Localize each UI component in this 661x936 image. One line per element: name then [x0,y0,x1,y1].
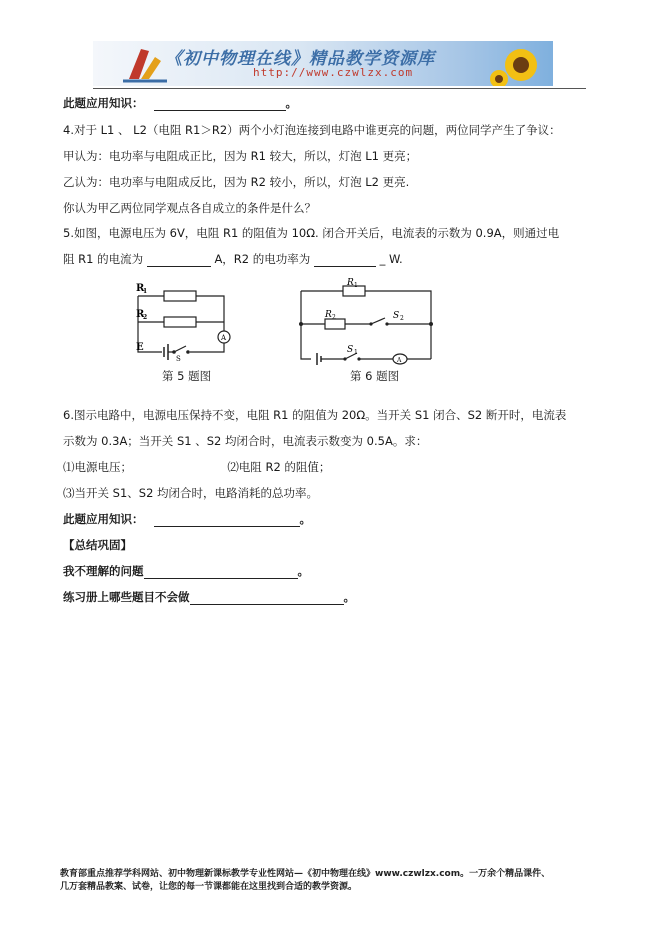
header-banner [93,41,553,86]
label-s1-sub: 1 [354,349,358,356]
label-s2-sub: 2 [400,315,404,322]
footer-line-2: 几万套精品教案、试卷，让您的每一节课都能在这里找到合适的教学资源。 [60,882,358,892]
q5-text-c: _ W. [379,252,403,266]
period: 。 [299,512,312,526]
workbook-label: 练习册上哪些题目不会做 [63,590,190,604]
label-r2-sub: 2 [143,314,148,321]
label-r2-sub: 2 [332,314,336,321]
q4-line-1: 4.对于 L1 、 L2（电阻 R1＞R2）两个小灯泡连接到电路中谁更亮的问题，两位同学产生了争议： [63,123,561,137]
label-battery: E [136,342,144,353]
sunflower-icon [489,41,549,86]
not-understood-label: 我不理解的问题 [63,564,144,578]
q4-line-3: 乙认为：电功率与电阻成反比，因为 R2 较小，所以，灯泡 L2 更亮. [63,175,410,189]
label-ammeter: A [397,357,402,364]
q6-item-1: ⑴电源电压； [63,460,132,474]
label-r1-sub: 1 [354,282,358,289]
q5-text-b: A，R2 的电功率为 [214,252,311,266]
answer-blank[interactable] [314,254,376,267]
header-rule [93,88,586,89]
answer-blank[interactable] [154,514,300,527]
banner-title: 《初中物理在线》精品教学资源库 [165,49,435,69]
resistor-r2 [164,317,196,327]
figure-5-circuit [128,280,240,362]
workbook-line [63,589,355,605]
q4-line-4: 你认为甲乙两位同学观点各自成立的条件是什么？ [63,201,316,215]
figure-6-caption: 第 6 题图 [350,369,400,383]
label-r1: R [347,278,354,288]
label-s2: S [393,311,400,321]
label-ammeter: A [221,334,227,342]
summary-heading: 【总结巩固】 [63,538,132,552]
answer-blank[interactable] [154,98,286,111]
q6-item-2: ⑵电阻 R2 的阻值； [227,460,331,474]
figure-6-circuit [295,275,435,365]
q5-text-a: 阻 R1 的电流为 [63,252,144,266]
answer-blank[interactable] [147,254,211,267]
label-r1-sub: 1 [143,288,148,295]
knowledge-label: 此题应用知识： [63,512,144,526]
answer-blank[interactable] [144,566,298,579]
period: 。 [285,96,298,110]
q5-line-2 [63,251,403,267]
answer-blank[interactable] [190,592,344,605]
q6-item-3: ⑶当开关 S1、S2 均闭合时，电路消耗的总功率。 [63,486,319,500]
figure-5-caption: 第 5 题图 [162,369,212,383]
knowledge-line-1 [63,95,297,111]
period: 。 [297,564,309,578]
q5-line-1: 5.如图，电源电压为 6V，电阻 R1 的阻值为 10Ω. 闭合开关后，电流表的示数为 0.9A，则通过电 [63,226,560,240]
label-s1: S [347,345,354,355]
q6-line-1: 6.图示电路中，电源电压保持不变，电阻 R1 的阻值为 20Ω。当开关 S1 闭合、S2 断开时，电流表 [63,408,567,422]
knowledge-label: 此题应用知识： [63,96,144,110]
q6-items [63,459,330,475]
label-switch: S [176,355,181,362]
q4-line-2: 甲认为：电功率与电阻成正比，因为 R1 较大，所以，灯泡 L1 更亮； [63,149,418,163]
not-understood-line [63,563,309,579]
banner-url[interactable]: http://www.czwlzx.com [253,66,414,79]
footer-line-1: 教育部重点推荐学科网站、初中物理新课标教学专业性网站—《初中物理在线》www.czwlzx.com。一万余个精品课件、 [60,869,551,879]
label-r2: R [325,310,332,320]
label-r1: R [136,283,145,294]
label-r2: R [136,309,145,320]
period: 。 [343,590,355,604]
knowledge-line-2 [63,511,311,527]
resistor-r1 [164,291,196,301]
q6-line-2: 示数为 0.3A；当开关 S1 、S2 均闭合时，电流表示数变为 0.5A。求： [63,434,428,448]
